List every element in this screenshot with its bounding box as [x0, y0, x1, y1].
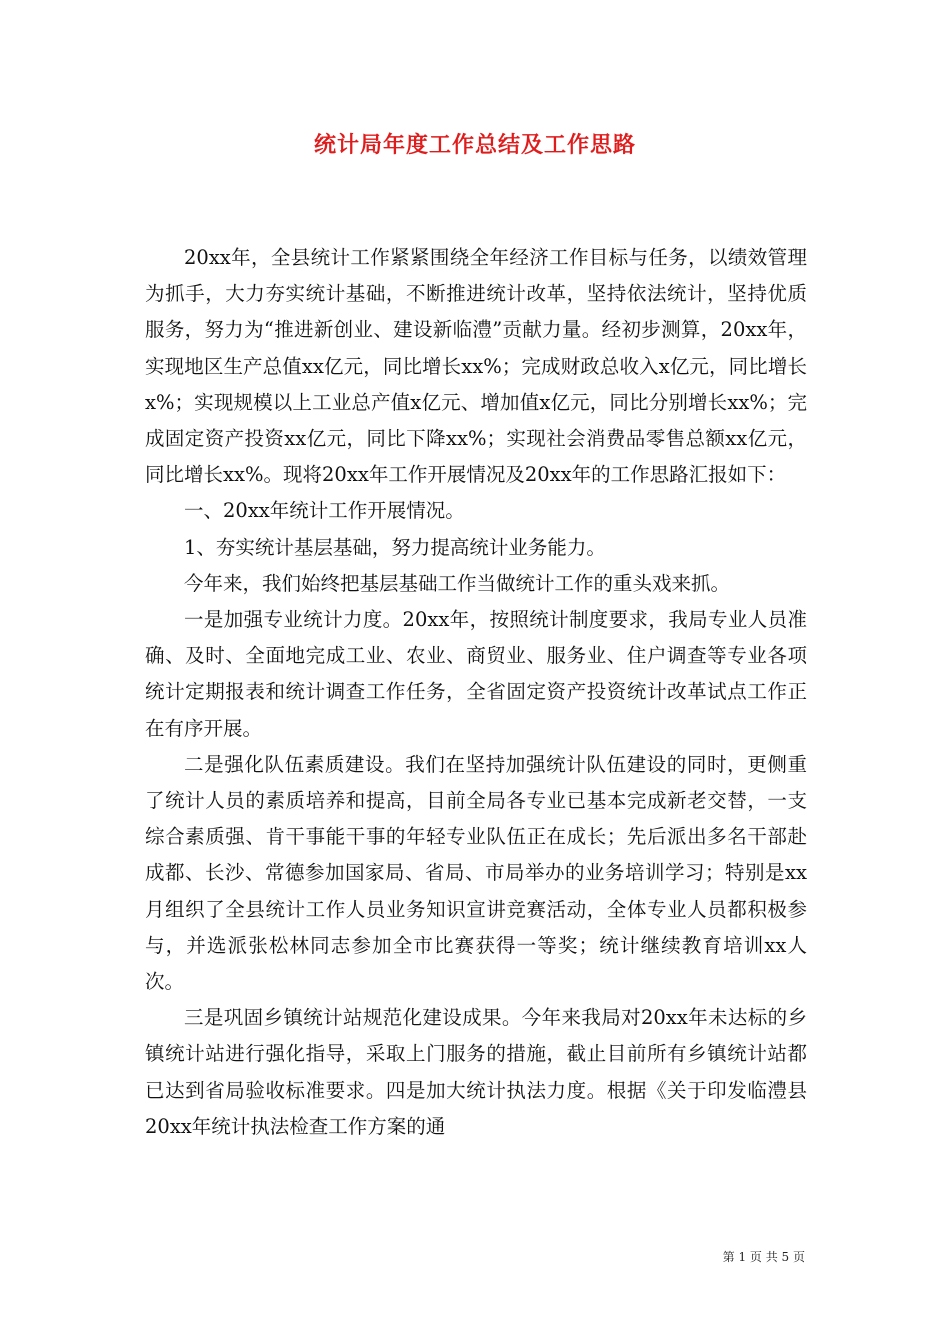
document-body [145, 240, 807, 1145]
paragraph-lead: 今年来，我们始终把基层基础工作当做统计工作的重头戏来抓。 [184, 571, 731, 595]
paragraph-point-3: 三是巩固乡镇统计站规范化建设成果。今年来我局对20xx年未达标的乡镇统计站进行强化指导，采取上门服务的措施，截止目前所有乡镇统计站都已达到省局验收标准要求。四是加大统计执法力度。根据《关于印发临澧县20xx年统计执法检查工作方案的通 [145, 1006, 807, 1138]
paragraph-point-2: 二是强化队伍素质建设。我们在坚持加强统计队伍建设的同时，更侧重了统计人员的素质培养和提高，目前全局各专业已基本完成新老交替，一支综合素质强、肯干事能干事的年轻专业队伍正在成长；先后派出多名干部赴成都、长沙、常德参加国家局、省局、市局举办的业务培训学习；特别是xx月组织了全县统计工作人员业务知识宣讲竞赛活动，全体专业人员都积极参与，并选派张松林同志参加全市比赛获得一等奖；统计继续教育培训xx人次。 [145, 752, 807, 994]
paragraph-point-1: 一是加强专业统计力度。20xx年，按照统计制度要求，我局专业人员准确、及时、全面地完成工业、农业、商贸业、服务业、住户调查等专业各项统计定期报表和统计调查工作任务，全省固定资产投资统计改革试点工作正在有序开展。 [145, 608, 807, 740]
document-title: 统计局年度工作总结及工作思路 [313, 132, 636, 158]
page-number: 第 1 页 共 5 页 [722, 1250, 805, 1264]
paragraph-section-heading: 一、20xx年统计工作开展情况。 [184, 499, 465, 523]
paragraph-intro: 20xx年，全县统计工作紧紧围绕全年经济工作目标与任务，以绩效管理为抓手，大力夯实统计基础，不断推进统计改革，坚持依法统计，坚持优质服务，努力为“推进新创业、建设新临澧”贡献力量。经初步测算，20xx年，实现地区生产总值xx亿元，同比增长xx%；完成财政总收入x亿元，同比增长x%；实现规模以上工业总产值x亿元、增加值x亿元，同比分别增长xx%；完成固定资产投资xx亿元，同比下降xx%；实现社会消费品零售总额xx亿元，同比增长xx%。现将20xx年工作开展情况及20xx年的工作思路汇报如下： [145, 246, 807, 487]
paragraph-subheading: 1、夯实统计基层基础，努力提高统计业务能力。 [184, 535, 606, 559]
